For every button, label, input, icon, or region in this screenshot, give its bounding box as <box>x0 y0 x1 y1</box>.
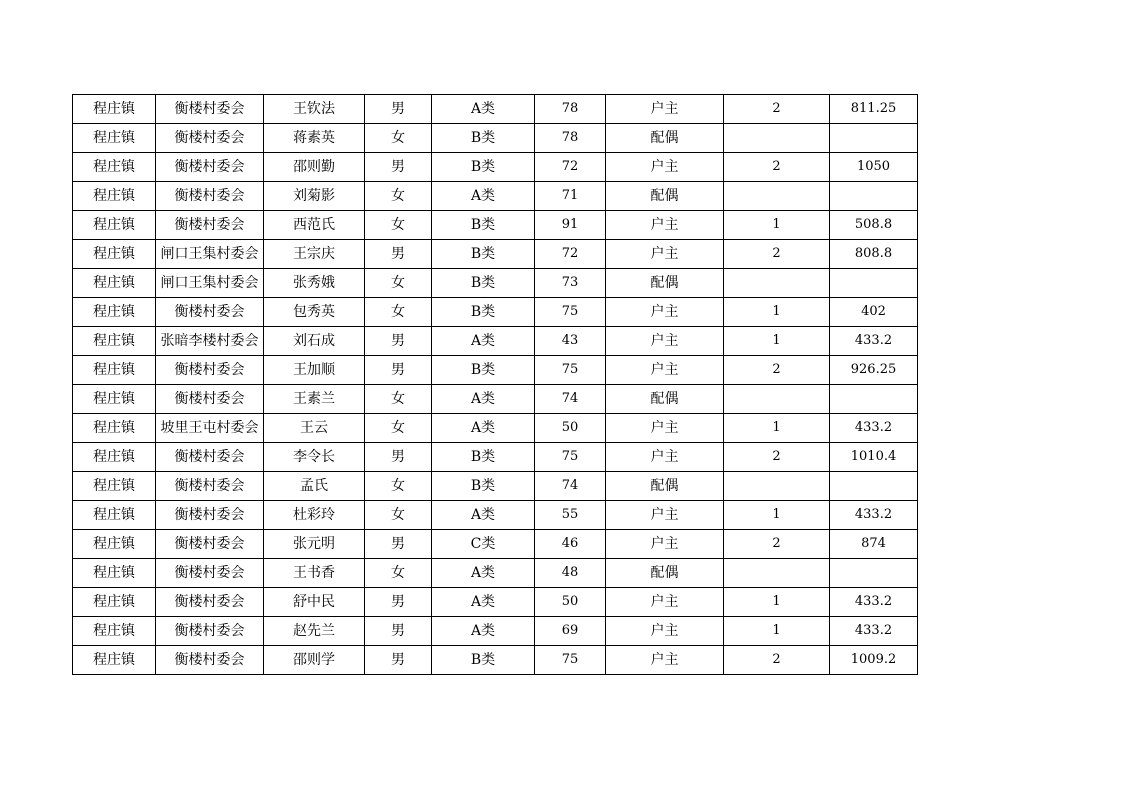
relation-cell: 配偶 <box>606 269 724 298</box>
category-cell: B类 <box>432 124 535 153</box>
town-cell: 程庄镇 <box>73 646 156 675</box>
relation-cell: 配偶 <box>606 559 724 588</box>
town-cell: 程庄镇 <box>73 211 156 240</box>
household-size-cell: 1 <box>724 617 830 646</box>
age-cell: 91 <box>535 211 606 240</box>
town-cell: 程庄镇 <box>73 269 156 298</box>
gender-cell: 女 <box>365 211 432 240</box>
age-cell: 74 <box>535 385 606 414</box>
relation-cell: 配偶 <box>606 472 724 501</box>
age-cell: 69 <box>535 617 606 646</box>
category-cell: A类 <box>432 95 535 124</box>
household-size-cell: 1 <box>724 588 830 617</box>
village-cell: 闸口王集村委会 <box>156 240 264 269</box>
name-cell: 杜彩玲 <box>264 501 365 530</box>
amount-cell: 926.25 <box>830 356 918 385</box>
name-cell: 蒋素英 <box>264 124 365 153</box>
village-cell: 衡楼村委会 <box>156 95 264 124</box>
table-row <box>73 211 918 240</box>
table-row <box>73 443 918 472</box>
relation-cell: 配偶 <box>606 385 724 414</box>
table-row <box>73 95 918 124</box>
name-cell: 舒中民 <box>264 588 365 617</box>
village-cell: 张暗李楼村委会 <box>156 327 264 356</box>
amount-cell <box>830 472 918 501</box>
household-size-cell: 1 <box>724 211 830 240</box>
category-cell: B类 <box>432 472 535 501</box>
table-row <box>73 472 918 501</box>
relation-cell: 户主 <box>606 414 724 443</box>
name-cell: 邵则勤 <box>264 153 365 182</box>
household-size-cell <box>724 385 830 414</box>
name-cell: 张元明 <box>264 530 365 559</box>
amount-cell: 433.2 <box>830 327 918 356</box>
village-cell: 衡楼村委会 <box>156 472 264 501</box>
amount-cell: 508.8 <box>830 211 918 240</box>
table-body <box>73 95 918 675</box>
town-cell: 程庄镇 <box>73 530 156 559</box>
table-row <box>73 414 918 443</box>
household-size-cell: 2 <box>724 646 830 675</box>
gender-cell: 女 <box>365 298 432 327</box>
relation-cell: 户主 <box>606 588 724 617</box>
town-cell: 程庄镇 <box>73 327 156 356</box>
table-row <box>73 298 918 327</box>
amount-cell: 433.2 <box>830 414 918 443</box>
amount-cell <box>830 385 918 414</box>
household-size-cell: 1 <box>724 414 830 443</box>
town-cell: 程庄镇 <box>73 414 156 443</box>
table-row <box>73 356 918 385</box>
age-cell: 72 <box>535 153 606 182</box>
gender-cell: 女 <box>365 182 432 211</box>
village-cell: 闸口王集村委会 <box>156 269 264 298</box>
relation-cell: 户主 <box>606 153 724 182</box>
relation-cell: 户主 <box>606 327 724 356</box>
town-cell: 程庄镇 <box>73 588 156 617</box>
gender-cell: 男 <box>365 443 432 472</box>
gender-cell: 男 <box>365 240 432 269</box>
table-row <box>73 269 918 298</box>
town-cell: 程庄镇 <box>73 182 156 211</box>
table-row <box>73 124 918 153</box>
age-cell: 46 <box>535 530 606 559</box>
household-size-cell: 2 <box>724 95 830 124</box>
household-size-cell <box>724 124 830 153</box>
category-cell: A类 <box>432 588 535 617</box>
town-cell: 程庄镇 <box>73 617 156 646</box>
amount-cell: 433.2 <box>830 588 918 617</box>
household-size-cell: 2 <box>724 240 830 269</box>
town-cell: 程庄镇 <box>73 240 156 269</box>
amount-cell: 811.25 <box>830 95 918 124</box>
relation-cell: 配偶 <box>606 182 724 211</box>
name-cell: 孟氏 <box>264 472 365 501</box>
town-cell: 程庄镇 <box>73 385 156 414</box>
gender-cell: 女 <box>365 385 432 414</box>
town-cell: 程庄镇 <box>73 501 156 530</box>
table-row <box>73 182 918 211</box>
relation-cell: 户主 <box>606 617 724 646</box>
relation-cell: 户主 <box>606 298 724 327</box>
village-cell: 衡楼村委会 <box>156 153 264 182</box>
town-cell: 程庄镇 <box>73 472 156 501</box>
village-cell: 衡楼村委会 <box>156 501 264 530</box>
household-size-cell: 2 <box>724 530 830 559</box>
name-cell: 王素兰 <box>264 385 365 414</box>
household-size-cell: 1 <box>724 327 830 356</box>
amount-cell: 808.8 <box>830 240 918 269</box>
amount-cell: 874 <box>830 530 918 559</box>
gender-cell: 男 <box>365 356 432 385</box>
category-cell: B类 <box>432 443 535 472</box>
village-cell: 坡里王屯村委会 <box>156 414 264 443</box>
name-cell: 刘菊影 <box>264 182 365 211</box>
relation-cell: 户主 <box>606 240 724 269</box>
household-size-cell: 2 <box>724 153 830 182</box>
category-cell: A类 <box>432 182 535 211</box>
age-cell: 78 <box>535 95 606 124</box>
gender-cell: 女 <box>365 414 432 443</box>
village-cell: 衡楼村委会 <box>156 617 264 646</box>
name-cell: 包秀英 <box>264 298 365 327</box>
town-cell: 程庄镇 <box>73 124 156 153</box>
household-size-cell: 1 <box>724 298 830 327</box>
amount-cell: 1010.4 <box>830 443 918 472</box>
amount-cell: 433.2 <box>830 617 918 646</box>
village-cell: 衡楼村委会 <box>156 559 264 588</box>
amount-cell: 402 <box>830 298 918 327</box>
table-row <box>73 559 918 588</box>
table-row <box>73 327 918 356</box>
amount-cell <box>830 182 918 211</box>
table-row <box>73 588 918 617</box>
village-cell: 衡楼村委会 <box>156 298 264 327</box>
household-size-cell <box>724 559 830 588</box>
gender-cell: 男 <box>365 327 432 356</box>
name-cell: 王云 <box>264 414 365 443</box>
gender-cell: 女 <box>365 472 432 501</box>
data-table <box>72 94 918 675</box>
village-cell: 衡楼村委会 <box>156 356 264 385</box>
category-cell: A类 <box>432 559 535 588</box>
age-cell: 74 <box>535 472 606 501</box>
age-cell: 50 <box>535 588 606 617</box>
gender-cell: 女 <box>365 124 432 153</box>
household-size-cell: 2 <box>724 356 830 385</box>
table-row <box>73 530 918 559</box>
age-cell: 75 <box>535 298 606 327</box>
category-cell: A类 <box>432 385 535 414</box>
relation-cell: 配偶 <box>606 124 724 153</box>
gender-cell: 男 <box>365 588 432 617</box>
category-cell: A类 <box>432 327 535 356</box>
table-row <box>73 385 918 414</box>
age-cell: 50 <box>535 414 606 443</box>
name-cell: 王宗庆 <box>264 240 365 269</box>
village-cell: 衡楼村委会 <box>156 443 264 472</box>
village-cell: 衡楼村委会 <box>156 530 264 559</box>
relation-cell: 户主 <box>606 646 724 675</box>
amount-cell: 1050 <box>830 153 918 182</box>
gender-cell: 女 <box>365 559 432 588</box>
amount-cell: 1009.2 <box>830 646 918 675</box>
relation-cell: 户主 <box>606 356 724 385</box>
age-cell: 75 <box>535 356 606 385</box>
category-cell: C类 <box>432 530 535 559</box>
name-cell: 王钦法 <box>264 95 365 124</box>
village-cell: 衡楼村委会 <box>156 182 264 211</box>
name-cell: 王书香 <box>264 559 365 588</box>
village-cell: 衡楼村委会 <box>156 646 264 675</box>
gender-cell: 男 <box>365 153 432 182</box>
category-cell: B类 <box>432 153 535 182</box>
amount-cell <box>830 269 918 298</box>
table-row <box>73 240 918 269</box>
village-cell: 衡楼村委会 <box>156 211 264 240</box>
age-cell: 43 <box>535 327 606 356</box>
gender-cell: 女 <box>365 269 432 298</box>
household-size-cell: 1 <box>724 501 830 530</box>
household-size-cell <box>724 269 830 298</box>
gender-cell: 男 <box>365 95 432 124</box>
relation-cell: 户主 <box>606 530 724 559</box>
amount-cell <box>830 124 918 153</box>
household-size-cell <box>724 472 830 501</box>
age-cell: 48 <box>535 559 606 588</box>
name-cell: 刘石成 <box>264 327 365 356</box>
category-cell: A类 <box>432 414 535 443</box>
age-cell: 75 <box>535 443 606 472</box>
gender-cell: 女 <box>365 501 432 530</box>
age-cell: 75 <box>535 646 606 675</box>
amount-cell: 433.2 <box>830 501 918 530</box>
age-cell: 71 <box>535 182 606 211</box>
age-cell: 78 <box>535 124 606 153</box>
household-size-cell <box>724 182 830 211</box>
name-cell: 李令长 <box>264 443 365 472</box>
gender-cell: 男 <box>365 617 432 646</box>
age-cell: 73 <box>535 269 606 298</box>
category-cell: B类 <box>432 269 535 298</box>
town-cell: 程庄镇 <box>73 559 156 588</box>
age-cell: 55 <box>535 501 606 530</box>
name-cell: 邵则学 <box>264 646 365 675</box>
household-size-cell: 2 <box>724 443 830 472</box>
name-cell: 张秀娥 <box>264 269 365 298</box>
village-cell: 衡楼村委会 <box>156 588 264 617</box>
name-cell: 王加顺 <box>264 356 365 385</box>
table-row <box>73 646 918 675</box>
category-cell: B类 <box>432 356 535 385</box>
category-cell: B类 <box>432 298 535 327</box>
town-cell: 程庄镇 <box>73 356 156 385</box>
category-cell: B类 <box>432 646 535 675</box>
town-cell: 程庄镇 <box>73 153 156 182</box>
age-cell: 72 <box>535 240 606 269</box>
table-row <box>73 617 918 646</box>
amount-cell <box>830 559 918 588</box>
gender-cell: 男 <box>365 530 432 559</box>
category-cell: B类 <box>432 240 535 269</box>
category-cell: B类 <box>432 211 535 240</box>
village-cell: 衡楼村委会 <box>156 124 264 153</box>
town-cell: 程庄镇 <box>73 298 156 327</box>
town-cell: 程庄镇 <box>73 95 156 124</box>
category-cell: A类 <box>432 617 535 646</box>
town-cell: 程庄镇 <box>73 443 156 472</box>
name-cell: 西范氏 <box>264 211 365 240</box>
relation-cell: 户主 <box>606 501 724 530</box>
gender-cell: 男 <box>365 646 432 675</box>
table-row <box>73 501 918 530</box>
village-cell: 衡楼村委会 <box>156 385 264 414</box>
table-row <box>73 153 918 182</box>
name-cell: 赵先兰 <box>264 617 365 646</box>
relation-cell: 户主 <box>606 211 724 240</box>
category-cell: A类 <box>432 501 535 530</box>
relation-cell: 户主 <box>606 443 724 472</box>
relation-cell: 户主 <box>606 95 724 124</box>
